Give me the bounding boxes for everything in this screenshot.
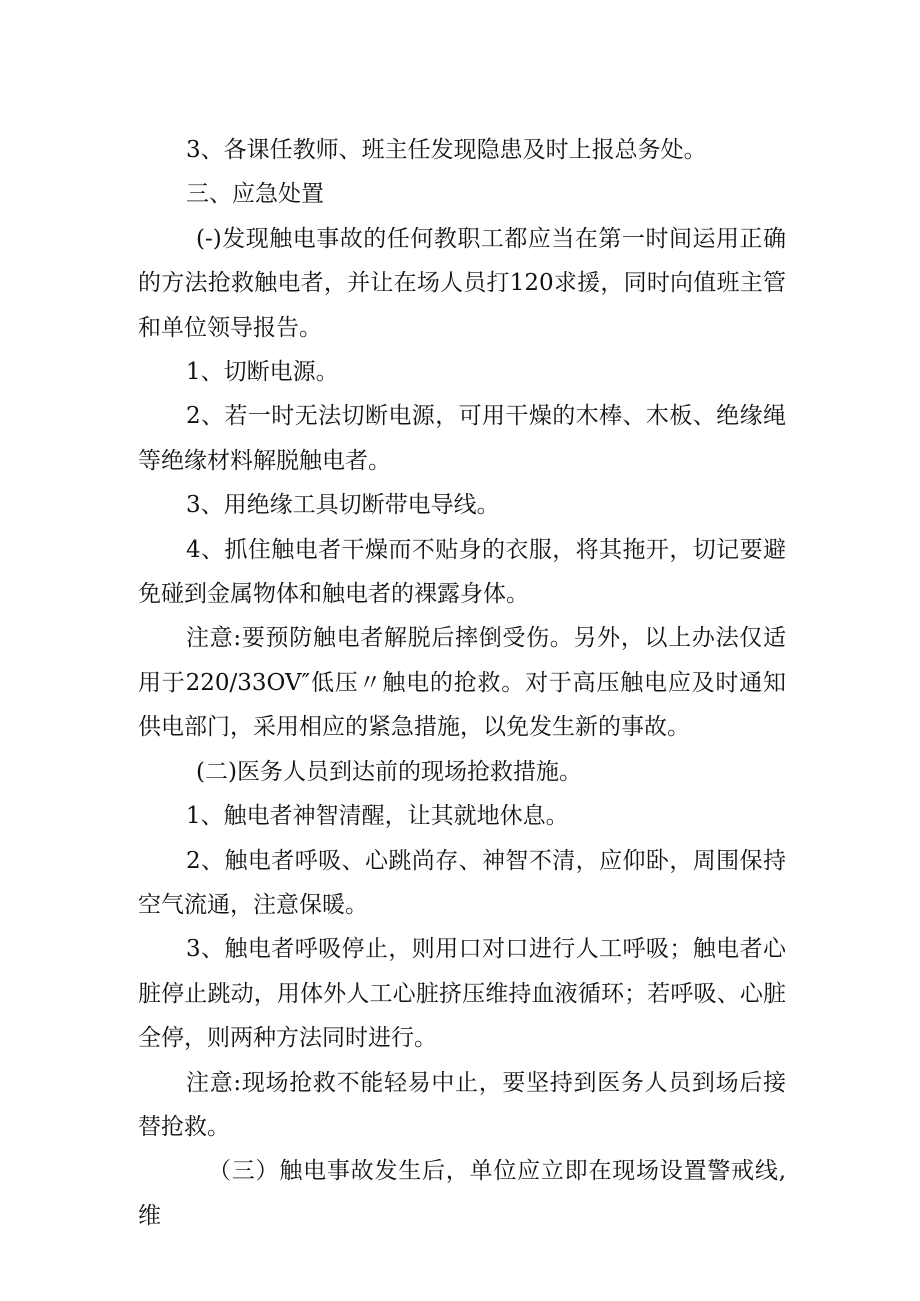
paragraph-subsection-1: (-)发现触电事故的任何教职工都应当在第一时间运用正确的方法抢救触电者，并让在场人员打120求援，同时向值班主管和单位领导报告。 <box>138 225 786 341</box>
paragraph-rescue-step-3: 3、触电者呼吸停止，则用口对口进行人工呼吸；触电者心脏停止跳动，用体外人工心脏挤压维持血液循环；若呼吸、心脏全停，则两种方法同时进行。 <box>138 936 786 1052</box>
paragraph-step-2: 2、若一时无法切断电源，可用干燥的木棒、木板、绝缘绳等绝缘材料解脱触电者。 <box>138 403 786 474</box>
paragraph-subsection-2: (二)医务人员到达前的现场抢救措施。 <box>196 758 582 785</box>
paragraph-note-1: 注意:要预防触电者解脱后摔倒受伤。另外，以上办法仅适用于220/33OV″低压〃触电的抢救。对于高压触电应及时通知供电部门，采用相应的紧急措施，以免发生新的事故。 <box>138 625 786 741</box>
paragraph-inspection-item-3: 3、各课任教师、班主任发现隐患及时上报总务处。 <box>186 137 707 163</box>
paragraph-rescue-step-1: 1、触电者神智清醒，让其就地休息。 <box>186 803 569 830</box>
paragraph-step-1: 1、切断电源。 <box>186 359 339 386</box>
section-heading-emergency-response: 三、应急处置 <box>186 181 324 208</box>
document-body <box>138 128 786 1238</box>
paragraph-step-3: 3、用绝缘工具切断带电导线。 <box>186 492 500 519</box>
paragraph-step-4: 4、抓住触电者干燥而不贴身的衣服，将其拖开，切记要避免碰到金属物体和触电者的裸露身体。 <box>138 536 786 608</box>
paragraph-note-2: 注意:现场抢救不能轻易中止，要坚持到医务人员到场后接替抢救。 <box>138 1069 786 1140</box>
paragraph-rescue-step-2: 2、触电者呼吸、心跳尚存、神智不清，应仰卧，周围保持空气流通，注意保暖。 <box>138 847 786 918</box>
paragraph-subsection-3: （三）触电事故发生后，单位应立即在现场设置警戒线,维 <box>138 1158 786 1229</box>
